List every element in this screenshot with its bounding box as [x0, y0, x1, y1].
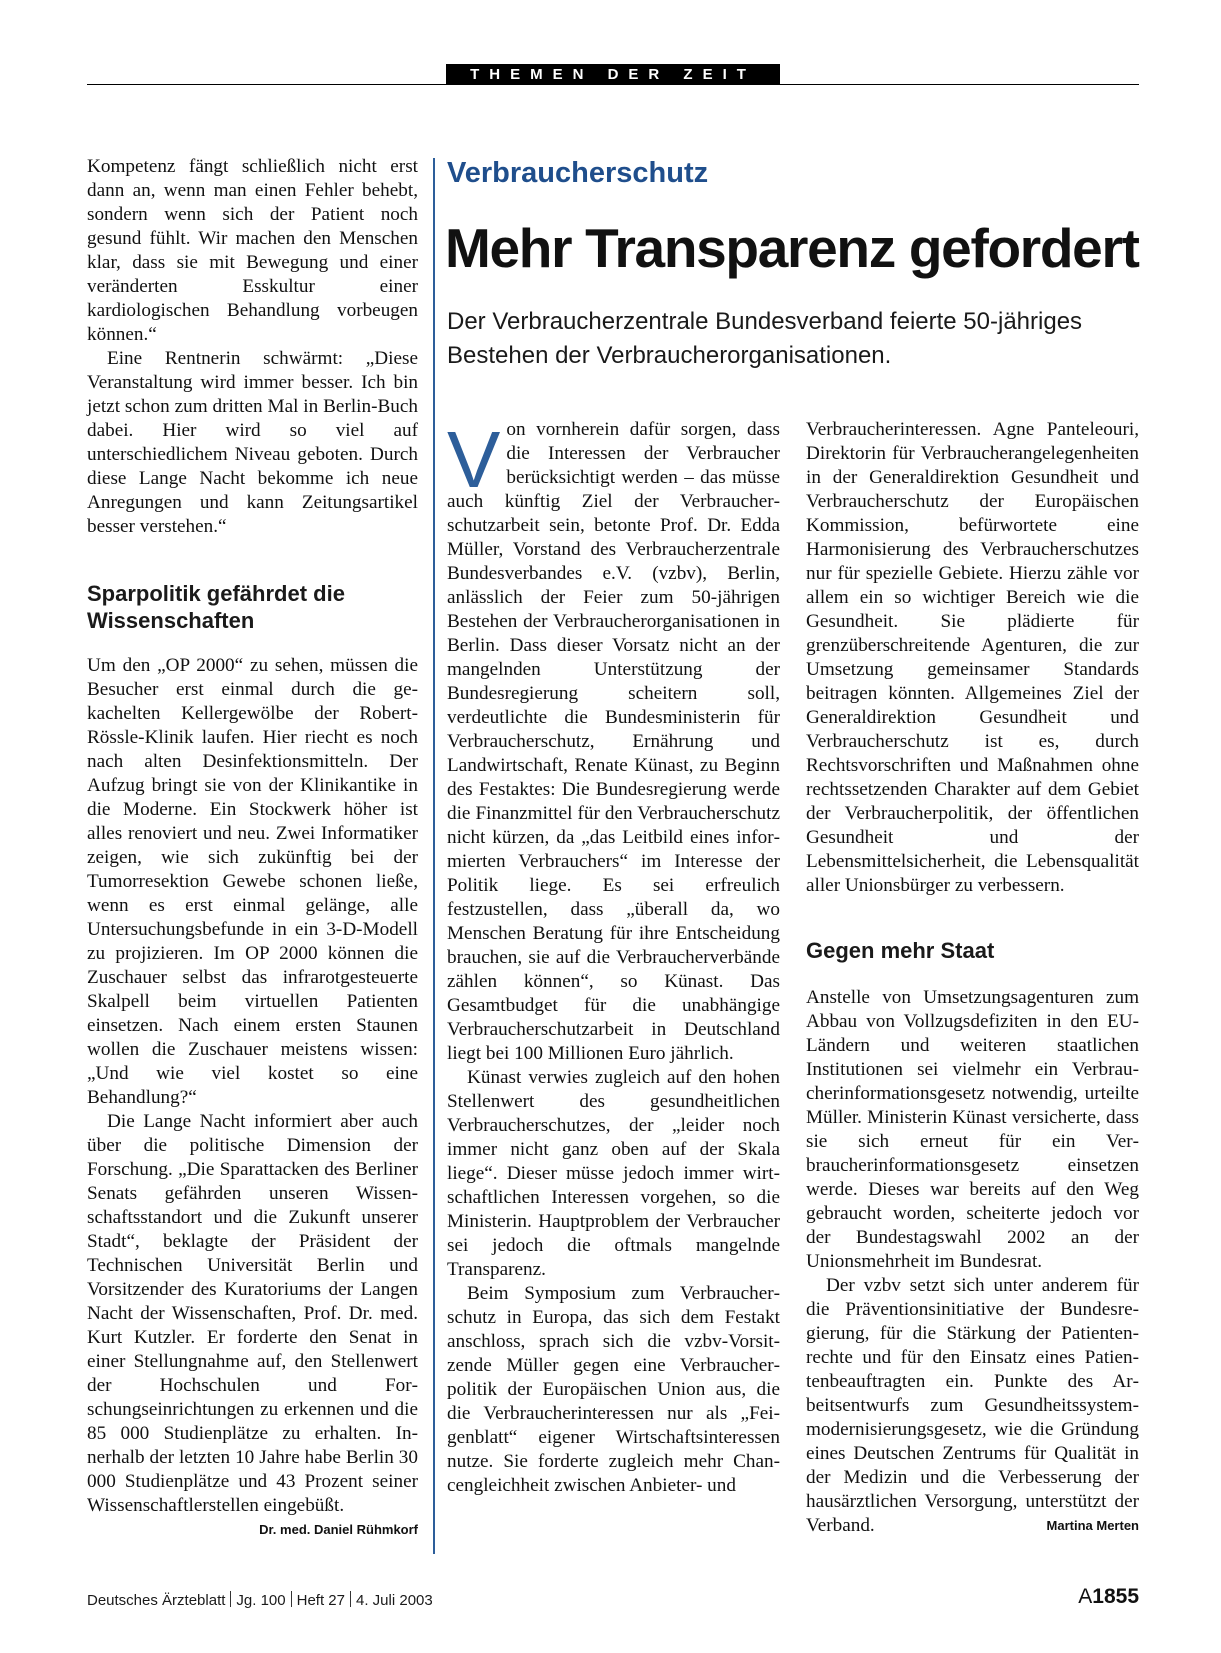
issue: Heft 27	[296, 1592, 345, 1609]
author-byline-right: Martina Merten	[1046, 1518, 1139, 1533]
right-paragraph-2: Anstelle von Umsetzungsagenturen zum Abbau von Vollzugsdefiziten in den EU-Ländern und weiteren staatlichen Institutionen sei vielmehr ein Verbraucherinformationsgesetz notwendig, urteilte Müller. Ministerin Künast versicherte, dass sie sich erneut für ein Verbraucherinformationsgesetz einsetzen werde. Dieses war bereits auf den Weg gebraucht worden, scheiterte jedoch vor der Bundestagswahl 2002 an der Unionsmehrheit im Bundesrat.	[806, 987, 1139, 1272]
middle-paragraph-3: Beim Symposium zum Verbraucherschutz in Europa, das sich dem Festakt anschloss, sprach sich die vzbv-Vorsitzende Müller gegen eine Verbraucherpolitik der Europäischen Union aus, die die Verbraucherinteressen nur als „Feigenblatt“ eigener Wirtschaftsinteressen nutze. Sie forderte zugleich mehr Chancengleichheit zwischen Anbieter- und	[447, 1283, 780, 1496]
middle-paragraph-1-text: on vornherein dafür sorgen, dass die Interessen der Verbraucher berücksichtigt werden – das müsse auch künftig Ziel der Verbraucherschutzarbeit sein, betonte Prof. Dr. Edda Müller, Vorstand des Verbraucherzentrale Bundesverbandes e.V. (vzbv), Berlin, anlässlich der Feier zum 50-jährigen Bestehen der Verbraucherorganisationen in Berlin. Dass dieser Vorsatz nicht an der mangelnden Unterstützung der Bundesregierung scheitern soll, verdeutlichte die Bundesministerin für Verbraucherschutz, Ernährung und Landwirtschaft, Renate Künast, zu Beginn des Festaktes: Die Bundesregierung werde die Finanzmittel für den Verbraucherschutz nicht kürzen, da „das Leitbild eines informierten Verbrauchers“ im Interesse der Politik liege. Es sei erfreulich festzustellen, dass „überall da, wo Menschen Beratung für ihre Entscheidung brauchen, sie auf die Verbraucherverbände zählen können“, so Künast. Das Gesamtbudget für die unabhängige Verbraucherschutzarbeit in Deutschland liegt bei 100 Millionen Euro jährlich.	[447, 419, 780, 1064]
right-paragraph-3-text: Der vzbv setzt sich unter anderem für die Präventionsinitiative der Bundesregierung, für die Stärkung der Patientenrechte und für den Einsatz eines Patientenbeauftragten ein. Punkte des Arbeitsentwurfs zum Gesundheitssystemmodernisierungsgesetz, wie die Gründung eines Deutschen Zentrums für Qualität in der Medizin und die Verbesserung der hausärztlichen Versorgung, unterstützt der Verband.	[806, 1275, 1139, 1536]
article-title: Mehr Transparenz gefordert	[445, 217, 1139, 279]
subheading-sparpolitik: Sparpolitik gefährdet die Wissenschaften	[87, 581, 345, 633]
section-label: THEMEN DER ZEIT	[446, 64, 780, 85]
article-kicker: Verbraucherschutz	[447, 157, 709, 189]
right-paragraph-1: Verbraucherinteressen. Agne Panteleouri, Direktorin für Verbraucherangelegenheiten in der Generaldirektion Gesundheit und Verbraucherschutz der Europäischen Kommission, befürwortete eine Harmonisierung des Verbraucherschutzes nur für spezielle Gebiete. Hierzu zähle vor allem ein so wichtiger Bereich wie die Gesundheit. Sie plädierte für grenzüberschreitende Agenturen, die zur Umsetzung gemeinsamer Standards beitragen könnten. Allgemeines Ziel der Generaldirektion Gesundheit und Verbraucherschutz ist es, durch Rechtsvorschriften und Maßnahmen ohne rechtssetzenden Charakter auf dem Gebiet der Verbraucherpolitik, der öffentlichen Gesundheit und der Lebensmittelsicherheit, die Lebensqualität aller Unionsbürger zu verbessern.	[806, 419, 1139, 896]
page-number	[1078, 1585, 1139, 1609]
footer-separator	[350, 1591, 351, 1607]
page-number-value: 1855	[1092, 1585, 1139, 1608]
right-paragraph-3	[806, 1274, 1139, 1538]
left-paragraph-2: Eine Rentnerin schwärmt: „Diese Veranstaltung wird immer besser. Ich bin jetzt schon zum dritten Mal in Berlin-Buch dabei. Hier wird so viel auf unterschiedlichem Niveau geboten. Durch diese Lange Nacht bekomme ich neue Anregungen und kann Zeitungsartikel besser verstehen.“	[87, 348, 418, 537]
left-paragraph-3: Um den „OP 2000“ zu sehen, müssen die Besucher erst einmal durch die gekachelten Kellergewölbe der Robert-Rössle-Klinik laufen. Hier riecht es noch nach alten Desinfektionsmitteln. Der Aufzug bringt sie von der Klinikantike in die Moderne. Ein Stockwerk höher ist alles renoviert und neu. Zwei Informatiker zeigen, wie sich zukünftig bei der Tumorresektion Gewebe schonen ließe, wenn es erst einmal gelänge, alle Untersuchungsbefunde in ein 3-D-Modell zu projizieren. Im OP 2000 können die Zuschauer selbst das infrarotgesteuerte Skalpell beim virtuellen Patienten einsetzen. Nach einem ersten Staunen wollen die Zuschauer meistens wissen: „Und wie viel kostet so eine Behandlung?“	[87, 655, 418, 1108]
author-byline-left: Dr. med. Daniel Rühmkorf	[259, 1522, 418, 1537]
footer-citation	[87, 1591, 433, 1609]
drop-cap: V	[447, 415, 501, 504]
journal-name: Deutsches Ärzteblatt	[87, 1592, 226, 1609]
column-divider	[433, 158, 435, 1554]
footer-separator	[291, 1591, 292, 1607]
middle-paragraph-1	[447, 415, 780, 1066]
footer-separator	[230, 1591, 231, 1607]
subheading-gegen-mehr-staat: Gegen mehr Staat	[806, 938, 995, 963]
right-column	[806, 418, 1139, 1538]
left-paragraph-4	[87, 1110, 418, 1537]
article-subtitle: Der Verbraucherzentrale Bundesverband feierte 50-jähriges Bestehen der Verbraucherorganisationen.	[447, 308, 1083, 369]
left-column	[87, 155, 418, 1542]
left-paragraph-1: Kompetenz fängt schließlich nicht erst dann an, wenn man einen Fehler behebt, sondern wenn sich der Patient noch gesund fühlt. Wir machen den Menschen klar, dass sie mit Bewegung und einer veränderten Esskultur einer kardiologischen Behandlung vorbeugen können.“	[87, 156, 418, 345]
middle-paragraph-2: Künast verwies zugleich auf den hohen Stellenwert des gesundheitlichen Verbraucherschutzes, der „leider noch immer nicht ganz oben auf der Skala liege“. Dieser müsse jedoch immer wirtschaftlichen Interessen vorgehen, so die Ministerin. Hauptproblem der Verbraucher sei jedoch die oftmals mangelnde Transparenz.	[447, 1067, 780, 1280]
issue-date: 4. Juli 2003	[356, 1592, 433, 1609]
middle-column	[447, 415, 780, 1498]
page-prefix: A	[1078, 1585, 1093, 1608]
volume: Jg. 100	[236, 1592, 286, 1609]
left-paragraph-4-text: Die Lange Nacht informiert aber auch über die politische Dimension der Forschung. „Die Sparattacken des Berliner Senats gefährden unseren Wissenschaftsstandort und die Zukunft unserer Stadt“, beklagte der Präsident der Technischen Universität Berlin und Vorsitzender des Kuratoriums der Langen Nacht der Wissenschaften, Prof. Dr. med. Kurt Kutzler. Er forderte den Senat in einer Stellungnahme auf, den Stellenwert der Hochschulen und Forschungseinrichtungen zu erkennen und die 85 000 Studienplätze zu erhalten. Innerhalb der letzten 10 Jahre habe Berlin 30 000 Studienplätze und 43 Prozent seiner Wissenschaftlerstellen eingebüßt.	[87, 1111, 418, 1516]
